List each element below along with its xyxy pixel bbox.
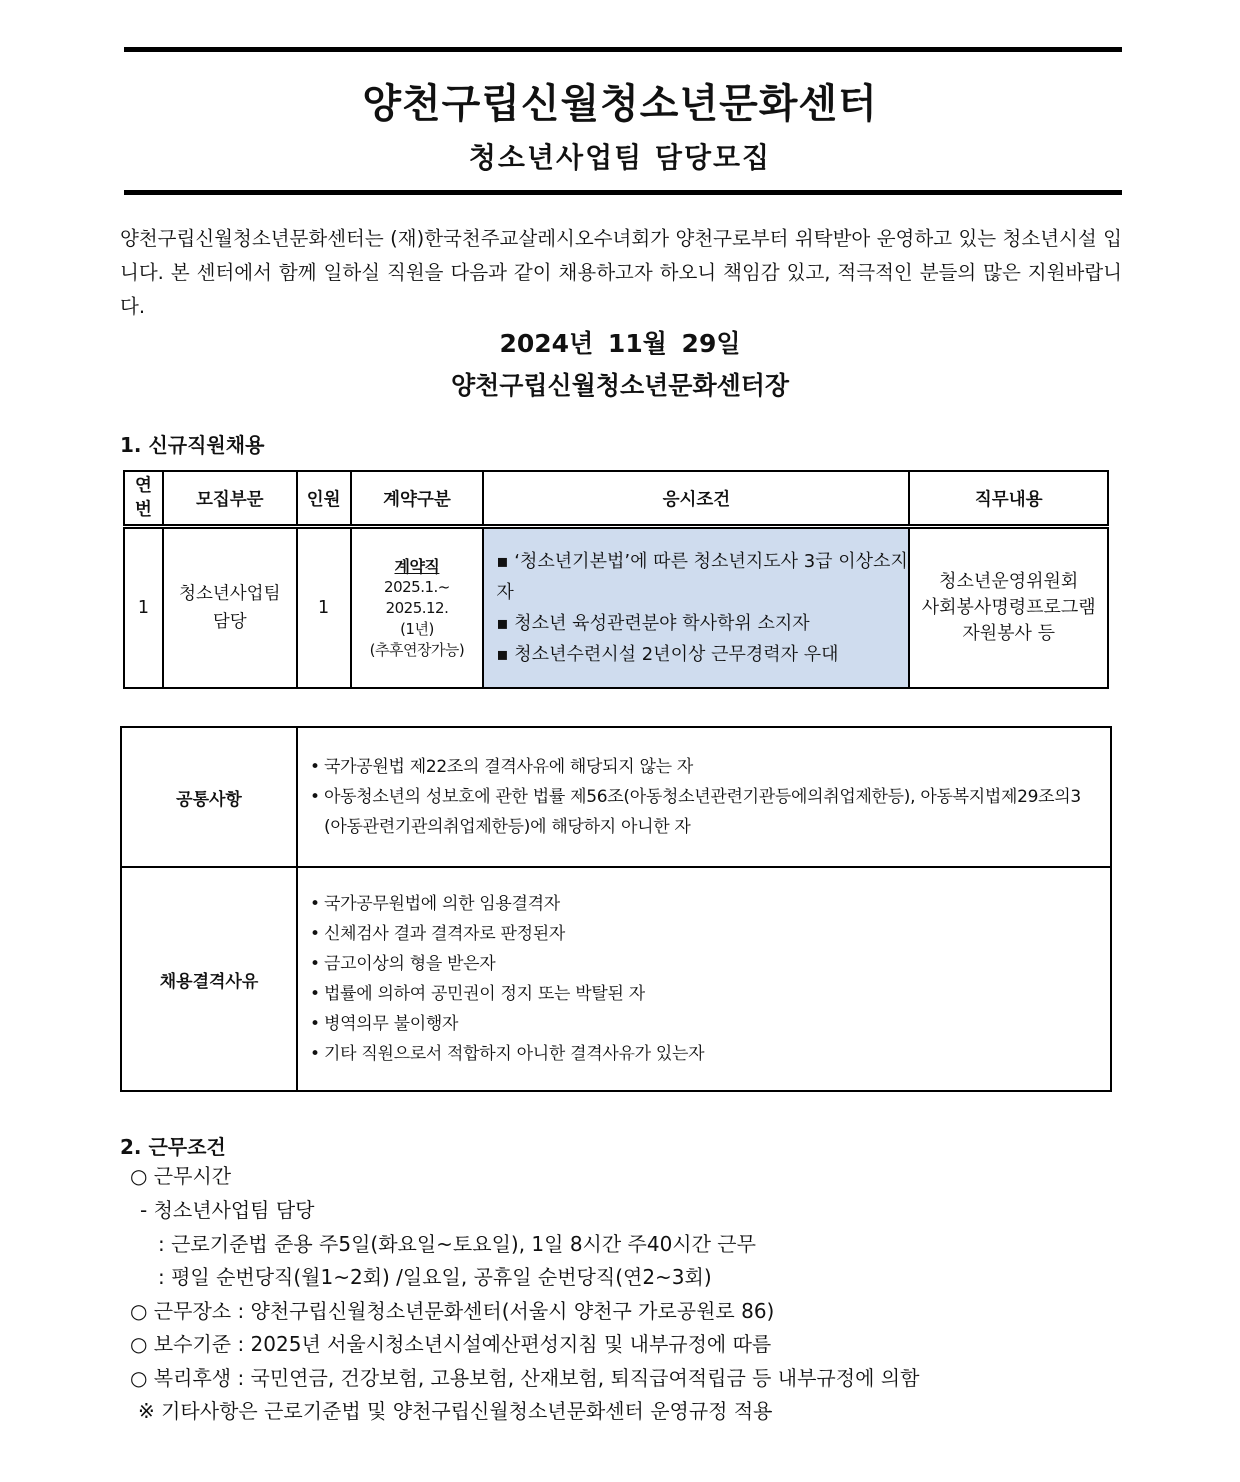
list-item: • 아동청소년의 성보호에 관한 법률 제56조(아동청소년관련기관등에의취업제한등), 아동복지법제29조의3 (아동관련기관의취업제한등)에 해당하지 아니한 자 — [310, 782, 1100, 842]
common-row — [121, 727, 1111, 867]
col-count: 인원 — [297, 471, 351, 527]
common-label: 공통사항 — [121, 727, 297, 867]
row-dept — [163, 527, 297, 689]
list-item: • 법률에 의하여 공민권이 정지 또는 박탈된 자 — [310, 979, 1100, 1009]
contract-end: 2025.12. — [385, 598, 449, 617]
hours-line2: : 평일 순번당직(월1~2회) /일요일, 공휴일 순번당직(연2~3회) — [158, 1265, 712, 1289]
top-rule — [124, 47, 1122, 52]
list-item: • 국가공무원법에 의한 임용결격자 — [310, 889, 1100, 919]
duty-item: 자원봉사 등 — [962, 623, 1056, 644]
contract-start: 2025.1.~ — [384, 577, 450, 596]
work-location: ○ 근무장소 : 양천구립신월청소년문화센터(서울시 양천구 가로공원로 86) — [130, 1299, 775, 1323]
col-dept: 모집부문 — [163, 471, 297, 527]
condition-item: ▪ 청소년 육성관련분야 학사학위 소지자 — [496, 613, 810, 634]
team-label: - 청소년사업팀 담당 — [140, 1198, 315, 1222]
row-no: 1 — [124, 527, 163, 689]
intro-paragraph: 양천구립신월청소년문화센터는 (재)한국천주교살레시오수녀회가 양천구로부터 위탁받아 운영하고 있는 청소년시설 입니다. 본 센터에서 함께 일하실 직원을 다음과 같이 채용하고자 하오니 책임감 있고, 적극적인 분들의 많은 지원바랍니다. — [120, 227, 1122, 318]
col-no-line2: 번 — [135, 500, 152, 520]
common-content — [297, 727, 1111, 867]
row-contract — [351, 527, 484, 689]
list-item: • 국가공원법 제22조의 결격사유에 해당되지 않는 자 — [310, 752, 1100, 782]
list-item: • 기타 직원으로서 적합하지 아니한 결격사유가 있는자 — [310, 1039, 1100, 1069]
section2-heading: 2. 근무조건 — [120, 1135, 226, 1159]
recruit-table — [123, 470, 1109, 689]
table-header-row — [124, 471, 1108, 527]
list-item: • 신체검사 결과 결격자로 판정된자 — [310, 919, 1100, 949]
condition-item: ▪ 청소년수련시설 2년이상 근무경력자 우대 — [496, 644, 839, 665]
row-dept-line2: 담당 — [212, 612, 247, 632]
bottom-rule — [124, 190, 1122, 195]
contract-note: (추후연장가능) — [369, 640, 465, 659]
disqualify-label: 채용결격사유 — [121, 867, 297, 1091]
other-note: ※ 기타사항은 근로기준법 및 양천구립신월청소년문화센터 운영규정 적용 — [138, 1399, 773, 1423]
row-count: 1 — [297, 527, 351, 689]
contract-type: 계약직 — [394, 556, 440, 576]
disqualify-content — [297, 867, 1111, 1091]
welfare: ○ 복리후생 : 국민연금, 건강보험, 고용보험, 산재보험, 퇴직급여적립금 등 내부규정에 의함 — [130, 1366, 920, 1390]
table-row — [124, 527, 1108, 689]
section1-heading: 1. 신규직원채용 — [120, 433, 265, 457]
disqualify-row — [121, 867, 1111, 1091]
row-conditions — [483, 527, 909, 689]
requirements-table — [120, 726, 1112, 1092]
col-no — [124, 471, 163, 527]
salary-standard: ○ 보수기준 : 2025년 서울시청소년시설예산편성지침 및 내부규정에 따름 — [130, 1332, 772, 1356]
page-title: 양천구립신월청소년문화센터 — [362, 81, 878, 127]
col-no-line1: 연 — [135, 476, 152, 496]
condition-item: ▪ ‘청소년기본법’에 따른 청소년지도사 3급 이상소지자 — [496, 551, 908, 603]
hours-line1: : 근로기준법 준용 주5일(화요일~토요일), 1일 8시간 주40시간 근무 — [158, 1232, 756, 1256]
row-duties — [909, 527, 1108, 689]
announce-date: 2024년 11월 29일 — [499, 329, 741, 358]
row-dept-line1: 청소년사업팀 — [179, 584, 281, 604]
duty-item: 청소년운영위원회 — [939, 571, 1079, 592]
col-duties: 직무내용 — [909, 471, 1108, 527]
work-hours-label: ○ 근무시간 — [130, 1164, 232, 1188]
announce-org: 양천구립신월청소년문화센터장 — [450, 371, 790, 400]
list-item: • 금고이상의 형을 받은자 — [310, 949, 1100, 979]
col-contract: 계약구분 — [351, 471, 484, 527]
contract-period: (1년) — [400, 619, 434, 638]
list-item: • 병역의무 불이행자 — [310, 1009, 1100, 1039]
page-subtitle: 청소년사업팀 담당모집 — [468, 141, 772, 174]
duty-item: 사회봉사명령프로그램 — [921, 597, 1096, 618]
col-conditions: 응시조건 — [483, 471, 909, 527]
